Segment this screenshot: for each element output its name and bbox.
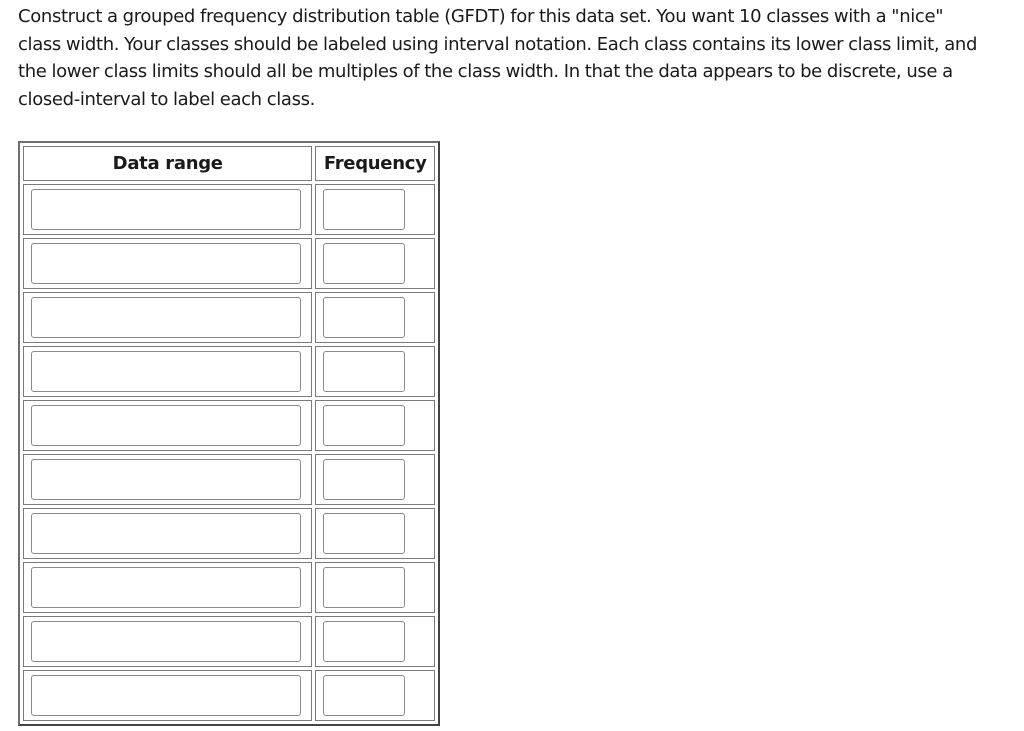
frequency-input[interactable]	[323, 243, 405, 284]
table-row	[23, 346, 435, 397]
data-range-input[interactable]	[31, 189, 301, 230]
frequency-cell	[315, 346, 435, 397]
table-row	[23, 616, 435, 667]
data-range-input[interactable]	[31, 297, 301, 338]
table-row	[23, 508, 435, 559]
table-row	[23, 238, 435, 289]
frequency-input[interactable]	[323, 459, 405, 500]
data-range-input[interactable]	[31, 459, 301, 500]
frequency-input[interactable]	[323, 405, 405, 446]
data-range-input[interactable]	[31, 621, 301, 662]
frequency-cell	[315, 400, 435, 451]
data-range-cell	[23, 292, 312, 343]
frequency-cell	[315, 670, 435, 721]
frequency-input[interactable]	[323, 513, 405, 554]
data-range-input[interactable]	[31, 567, 301, 608]
frequency-cell	[315, 508, 435, 559]
data-range-cell	[23, 184, 312, 235]
frequency-cell	[315, 454, 435, 505]
data-range-cell	[23, 562, 312, 613]
data-range-input[interactable]	[31, 405, 301, 446]
gfdt-table	[18, 141, 440, 726]
frequency-input[interactable]	[323, 675, 405, 716]
data-range-input[interactable]	[31, 243, 301, 284]
data-range-input[interactable]	[31, 351, 301, 392]
frequency-cell	[315, 562, 435, 613]
table-row	[23, 562, 435, 613]
data-range-cell	[23, 238, 312, 289]
instructions-text: Construct a grouped frequency distribution table (GFDT) for this data set. You want 10 classes with a "nice" class width. Your classes should be labeled using interval notation. Each class contains its lower class limit, and the lower class limits should all be multiples of the class width. In that the data appears to be discrete, use a closed-interval to label each class.	[18, 6, 978, 110]
frequency-cell	[315, 238, 435, 289]
frequency-input[interactable]	[323, 621, 405, 662]
frequency-input[interactable]	[323, 189, 405, 230]
data-range-cell	[23, 616, 312, 667]
data-range-cell	[23, 670, 312, 721]
frequency-input[interactable]	[323, 567, 405, 608]
table-row	[23, 184, 435, 235]
table-row	[23, 292, 435, 343]
data-range-cell	[23, 454, 312, 505]
data-range-cell	[23, 400, 312, 451]
data-range-cell	[23, 508, 312, 559]
data-range-input[interactable]	[31, 513, 301, 554]
data-range-input[interactable]	[31, 675, 301, 716]
table-row	[23, 670, 435, 721]
table-row	[23, 400, 435, 451]
frequency-header: Frequency	[315, 146, 435, 181]
frequency-cell	[315, 616, 435, 667]
frequency-input[interactable]	[323, 351, 405, 392]
table-row	[23, 454, 435, 505]
frequency-input[interactable]	[323, 297, 405, 338]
table-header-row	[23, 146, 435, 181]
frequency-cell	[315, 292, 435, 343]
frequency-cell	[315, 184, 435, 235]
data-range-header: Data range	[23, 146, 312, 181]
data-range-cell	[23, 346, 312, 397]
